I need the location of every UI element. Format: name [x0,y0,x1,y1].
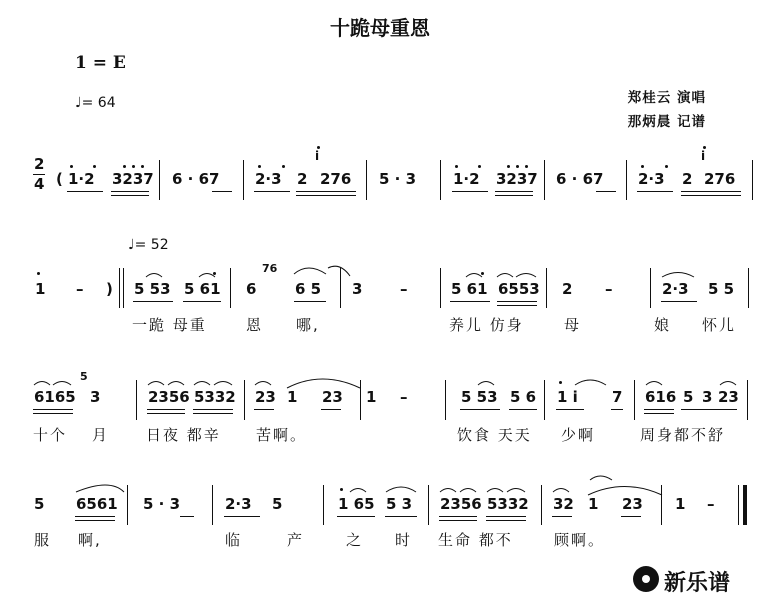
close-paren: ) [106,280,113,298]
note-group: 2·3 [255,170,282,188]
transcriber-credit: 那炳晨 记谱 [627,114,706,130]
slur [146,274,162,278]
note-group: 23 [322,388,343,406]
slur [553,489,569,493]
note-group: 23 [622,495,643,513]
note-group: 5 3 [386,495,413,513]
slur [53,382,71,386]
note-group: 6165 [34,388,76,406]
note: 2 [297,170,308,188]
performer-credit: 郑桂云 演唱 [627,90,706,106]
grace-note: i [315,149,320,163]
lyric: 少啊 [561,426,596,444]
slur [507,489,525,493]
note-group: 5 53 [461,388,498,406]
lyric: 周身都不舒 [640,426,726,444]
note-group: 6553 [498,280,540,298]
note: 3 [702,388,713,406]
note-group: 5332 [194,388,236,406]
slur [516,274,536,278]
open-paren: ( [56,170,63,188]
note-group: 5 · 3 [379,170,417,188]
logo-disc-icon [633,566,659,592]
quarter-note-icon: ♩ [75,95,82,111]
note-group: 2·3 [662,280,689,298]
dash: – [707,495,715,513]
tie [588,487,662,496]
slur [460,489,476,493]
lyric: 养儿 仿身 [449,316,524,334]
note-group: 5 61 [184,280,221,298]
slur [255,382,271,386]
quarter-note-icon: ♩ [128,237,135,253]
lyric: 娘 [654,316,672,334]
dash: – [605,280,613,298]
slur [662,273,694,278]
lyric: 产 [287,531,305,549]
note: 1 [35,280,46,298]
lyric: 临 [225,531,243,549]
note-group: 6561 [76,495,118,513]
note-group: 6 5 [295,280,322,298]
lyric: 母 [564,316,582,334]
slur [440,489,456,493]
note-group: 3237 [496,170,538,188]
note-group: 1·2 [453,170,480,188]
page-title: 十跪母重恩 [330,16,430,40]
note-group: 23 [255,388,276,406]
note-group: 276 [704,170,736,188]
time-signature-top: 2 [34,155,45,173]
slur [478,382,494,386]
slur [214,382,232,386]
grace-note: i [701,149,706,163]
note-group: 6 · 67 [172,170,220,188]
lyric: 顾啊。 [554,531,606,549]
note-group: 5 53 [134,280,171,298]
note: 3 [352,280,363,298]
lyric: 生命 都不 [438,531,513,549]
note-group: 616 [645,388,677,406]
lyric: 怀儿 [702,316,737,334]
note-group: 5 5 [708,280,735,298]
lyric: 之 [346,531,364,549]
note-group: 1 65 [338,495,375,513]
lyric: 月 [92,426,110,444]
note-group: 5 · 3 [143,495,181,513]
note: 7 [612,388,623,406]
note-group: 2356 [148,388,190,406]
note: 1 [675,495,686,513]
lyric: 日夜 都辛 [146,426,221,444]
note-group: 2356 [440,495,482,513]
note: 6 [246,280,257,298]
lyric: 服 [34,531,52,549]
tempo-value: = 64 [81,95,116,111]
note-group: 1 i [557,388,578,406]
note: 5 [272,495,283,513]
tie [287,379,360,388]
slur [487,489,503,493]
slur [575,380,606,385]
lyric: 饮食 天天 [457,426,532,444]
tempo-value: = 52 [134,237,169,253]
note-group: 23 [718,388,739,406]
note: 1 [588,495,599,513]
note: 1 [366,388,377,406]
note-group: 2·3 [638,170,665,188]
slur [646,382,662,386]
site-logo: 新乐谱 [664,571,731,596]
note-group: 6 · 67 [556,170,604,188]
slur [720,382,736,386]
dash: – [400,280,408,298]
time-signature-bottom: 4 [34,175,45,193]
note-group: 5 6 [510,388,537,406]
note: 1 [287,388,298,406]
grace-note: 5 [80,370,88,383]
note-group: 3237 [112,170,154,188]
note-group: 2·3 [225,495,252,513]
lyric: 哪, [296,316,320,334]
note-group: 32 [553,495,574,513]
lyric: 十个 [33,426,68,444]
slur [294,268,326,274]
slur [194,382,210,386]
slur [386,487,416,492]
slur [76,485,124,492]
dash: – [76,280,84,298]
slur [328,266,350,276]
note-group: 276 [320,170,352,188]
note-group: 1·2 [68,170,95,188]
slur [497,274,513,278]
slur [199,274,215,278]
note: 2 [682,170,693,188]
slur [466,274,482,278]
slur [590,476,612,480]
note: 5 [683,388,694,406]
dash: – [400,388,408,406]
note-group: 5 61 [451,280,488,298]
lyric: 苦啊。 [256,426,308,444]
slur [168,382,184,386]
note-group: 5332 [487,495,529,513]
lyric: 恩 [246,316,264,334]
slur [148,382,164,386]
slur [34,382,50,386]
note: 3 [90,388,101,406]
grace-notes: 76 [262,262,278,275]
lyric: 啊, [78,531,102,549]
key-signature: 1 = E [75,53,126,73]
note: 5 [34,495,45,513]
slur [350,489,366,493]
note: 2 [562,280,573,298]
lyric: 时 [395,531,413,549]
lyric: 一跪 母重 [132,316,207,334]
